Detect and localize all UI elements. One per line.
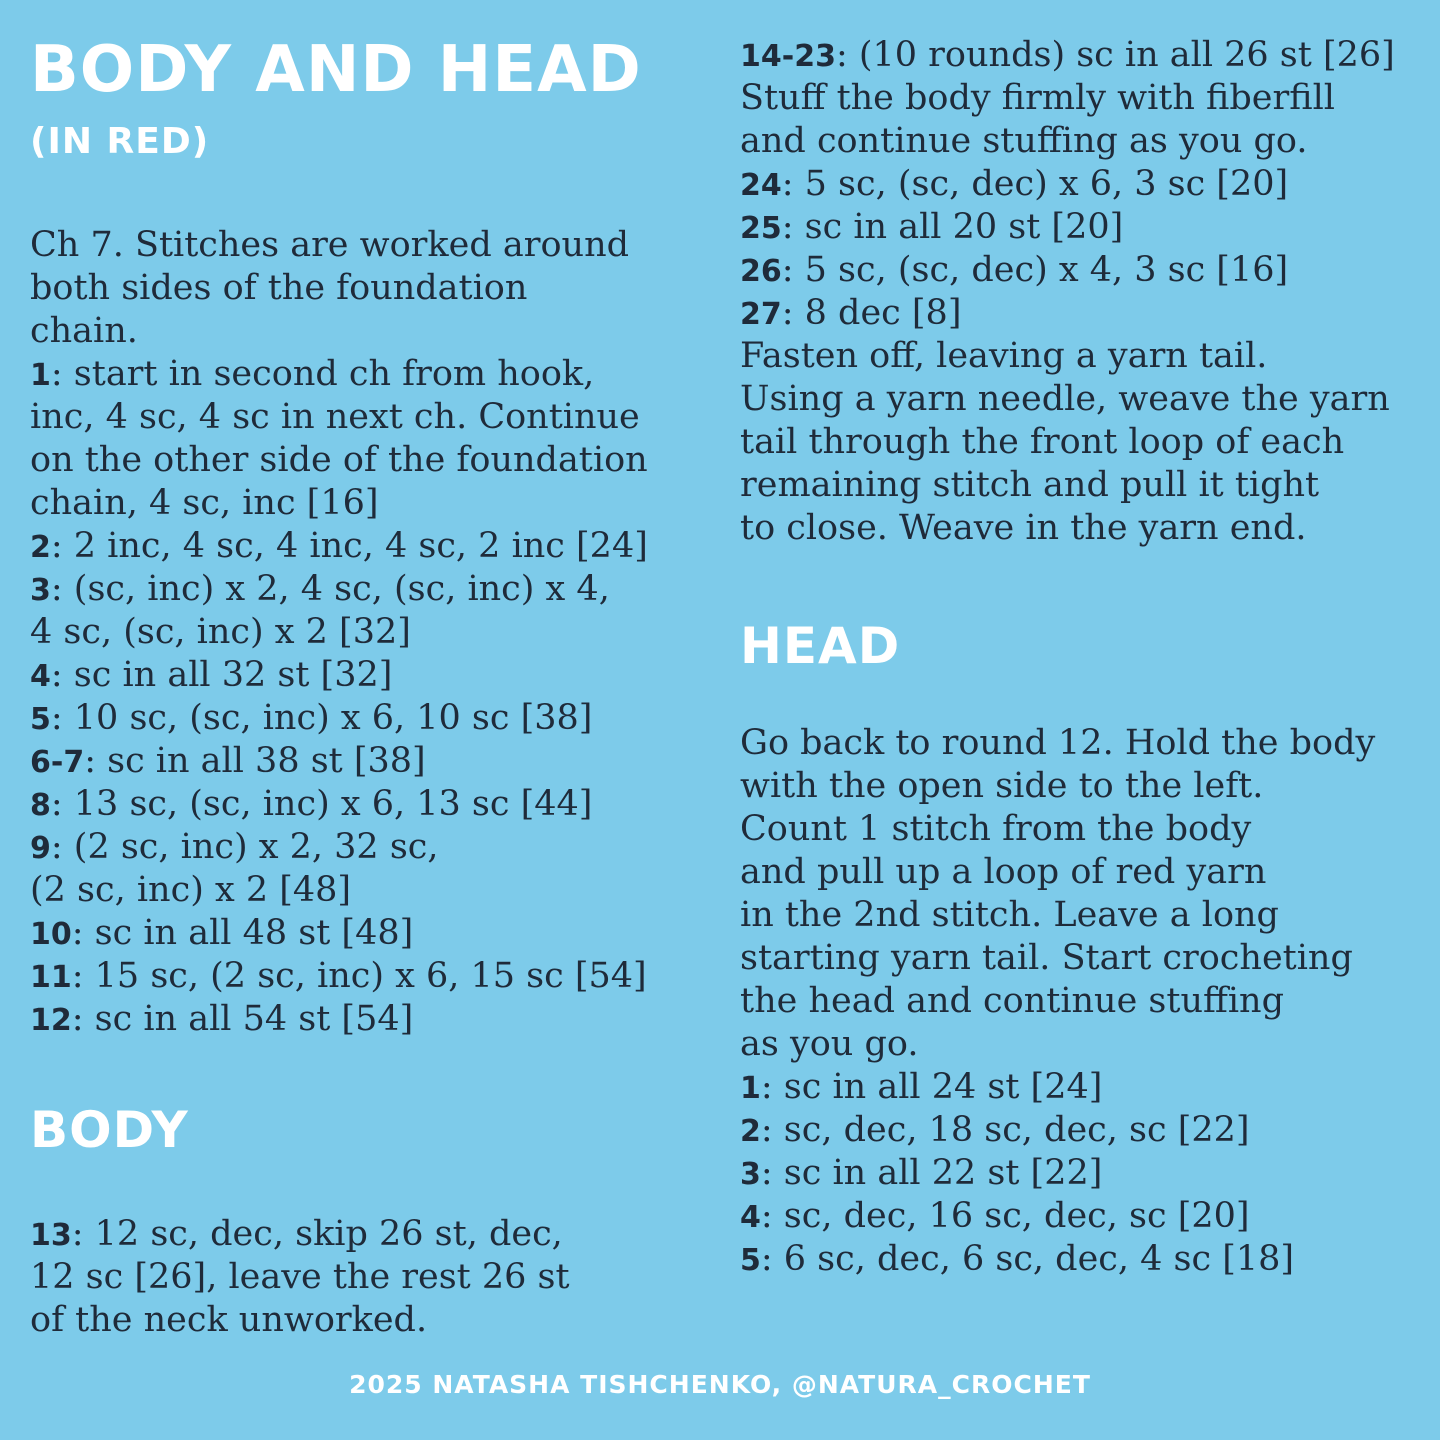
round-number: 27 <box>740 297 782 332</box>
body-rounds-continued <box>740 34 1395 550</box>
copyright-footer: 2025 NATASHA TISHCHENKO, @NATURA_CROCHET <box>349 1370 1091 1399</box>
pattern-round-line <box>30 869 648 912</box>
pattern-round-line <box>740 1152 1294 1195</box>
round-number: 9 <box>30 831 51 866</box>
pattern-round-line <box>30 783 648 826</box>
pattern-round-line <box>740 206 1395 249</box>
head-intro-line: with the open side to the left. <box>740 766 1264 806</box>
pattern-round-line <box>740 335 1395 378</box>
pattern-round-line <box>30 1299 570 1342</box>
intro-text <box>30 224 629 353</box>
pattern-round-line <box>30 568 648 611</box>
round-instruction: of the neck unworked. <box>30 1300 428 1340</box>
pattern-round-line <box>30 611 648 654</box>
page-subtitle: (IN RED) <box>30 121 210 162</box>
round-instruction: Fasten off, leaving a yarn tail. <box>740 336 1268 376</box>
round-number: 10 <box>30 917 72 952</box>
round-number: 3 <box>30 573 51 608</box>
head-section-title: HEAD <box>740 617 901 675</box>
pattern-round-line <box>30 439 648 482</box>
round-instruction: : sc in all 48 st [48] <box>71 913 414 953</box>
round-instruction: : sc in all 32 st [32] <box>50 655 393 695</box>
pattern-round-line <box>30 654 648 697</box>
head-intro-line: and pull up a loop of red yarn <box>740 852 1267 892</box>
head-intro-line: starting yarn tail. Start crocheting <box>740 938 1353 978</box>
round-instruction: Using a yarn needle, weave the yarn <box>740 379 1390 419</box>
round-instruction: : 5 sc, (sc, dec) x 6, 3 sc [20] <box>781 164 1289 204</box>
round-number: 12 <box>30 1003 72 1038</box>
round-instruction: : 8 dec [8] <box>781 293 962 333</box>
round-number: 25 <box>740 211 782 246</box>
round-instruction: 12 sc [26], leave the rest 26 st <box>30 1257 570 1297</box>
round-instruction: : 5 sc, (sc, dec) x 4, 3 sc [16] <box>781 250 1289 290</box>
round-number: 3 <box>740 1157 761 1192</box>
head-intro-line: Count 1 stitch from the body <box>740 809 1252 849</box>
pattern-round-line <box>30 955 648 998</box>
round-number: 1 <box>30 358 51 393</box>
round-instruction: : sc in all 20 st [20] <box>781 207 1124 247</box>
round-instruction: 4 sc, (sc, inc) x 2 [32] <box>30 612 411 652</box>
round-instruction: and continue stuffing as you go. <box>740 121 1308 161</box>
head-intro-line: in the 2nd stitch. Leave a long <box>740 895 1279 935</box>
round-number: 2 <box>740 1114 761 1149</box>
round-instruction: to close. Weave in the yarn end. <box>740 508 1307 548</box>
pattern-round-line <box>30 912 648 955</box>
round-instruction: : (2 sc, inc) x 2, 32 sc, <box>50 827 439 867</box>
pattern-round-line <box>30 525 648 568</box>
pattern-round-line <box>740 1066 1294 1109</box>
pattern-round-line <box>740 421 1395 464</box>
round-instruction: : 15 sc, (2 sc, inc) x 6, 15 sc [54] <box>71 956 647 996</box>
round-instruction: : (sc, inc) x 2, 4 sc, (sc, inc) x 4, <box>50 569 610 609</box>
round-number: 2 <box>30 530 51 565</box>
round-number: 11 <box>30 960 72 995</box>
round-instruction: : 2 inc, 4 sc, 4 inc, 4 sc, 2 inc [24] <box>50 526 648 566</box>
round-instruction: (2 sc, inc) x 2 [48] <box>30 870 352 910</box>
pattern-round-line <box>740 249 1395 292</box>
round-instruction: : (10 rounds) sc in all 26 st [26] <box>835 35 1395 75</box>
round-number: 1 <box>740 1071 761 1106</box>
pattern-round-line <box>30 396 648 439</box>
body-and-head-rounds <box>30 353 648 1041</box>
pattern-round-line <box>30 697 648 740</box>
round-number: 24 <box>740 168 782 203</box>
pattern-round-line <box>740 378 1395 421</box>
intro-line: chain. <box>30 311 138 351</box>
round-instruction: : sc, dec, 18 sc, dec, sc [22] <box>760 1110 1250 1150</box>
round-number: 5 <box>30 702 51 737</box>
round-instruction: : 10 sc, (sc, inc) x 6, 10 sc [38] <box>50 698 593 738</box>
pattern-round-line <box>740 1238 1294 1281</box>
pattern-round-line <box>30 1256 570 1299</box>
round-instruction: : 13 sc, (sc, inc) x 6, 13 sc [44] <box>50 784 593 824</box>
pattern-round-line <box>740 507 1395 550</box>
head-intro-line: the head and continue stuffing <box>740 981 1285 1021</box>
round-instruction: : sc, dec, 16 sc, dec, sc [20] <box>760 1196 1250 1236</box>
round-number: 6-7 <box>30 745 85 780</box>
round-instruction: : sc in all 22 st [22] <box>760 1153 1103 1193</box>
pattern-round-line <box>740 77 1395 120</box>
round-instruction: : start in second ch from hook, <box>50 354 595 394</box>
head-intro-text <box>740 722 1375 1066</box>
round-number: 5 <box>740 1243 761 1278</box>
pattern-round-line <box>30 740 648 783</box>
round-instruction: tail through the front loop of each <box>740 422 1345 462</box>
pattern-round-line <box>740 1109 1294 1152</box>
pattern-round-line <box>740 120 1395 163</box>
round-number: 4 <box>30 659 51 694</box>
pattern-round-line <box>740 292 1395 335</box>
pattern-round-line <box>30 826 648 869</box>
round-number: 8 <box>30 788 51 823</box>
head-rounds <box>740 1066 1294 1281</box>
round-number: 4 <box>740 1200 761 1235</box>
head-intro-line: as you go. <box>740 1024 919 1064</box>
pattern-round-line <box>740 1195 1294 1238</box>
head-intro-line: Go back to round 12. Hold the body <box>740 723 1376 763</box>
round-number: 14-23 <box>740 39 836 74</box>
pattern-round-line <box>740 163 1395 206</box>
round-instruction: chain, 4 sc, inc [16] <box>30 483 379 523</box>
intro-line: both sides of the foundation <box>30 268 528 308</box>
body-rounds <box>30 1213 570 1342</box>
pattern-round-line <box>30 1213 570 1256</box>
intro-line: Ch 7. Stitches are worked around <box>30 225 630 265</box>
round-instruction: on the other side of the foundation <box>30 440 648 480</box>
round-number: 26 <box>740 254 782 289</box>
pattern-round-line <box>30 998 648 1041</box>
round-instruction: : sc in all 24 st [24] <box>760 1067 1103 1107</box>
round-instruction: : sc in all 38 st [38] <box>84 741 426 781</box>
round-instruction: : sc in all 54 st [54] <box>71 999 414 1039</box>
round-instruction: remaining stitch and pull it tight <box>740 465 1320 505</box>
pattern-round-line <box>30 482 648 525</box>
round-number: 13 <box>30 1218 72 1253</box>
round-instruction: : 6 sc, dec, 6 sc, dec, 4 sc [18] <box>760 1239 1295 1279</box>
round-instruction: Stuff the body firmly with fiberfill <box>740 78 1335 118</box>
body-section-title: BODY <box>30 1101 189 1159</box>
round-instruction: : 12 sc, dec, skip 26 st, dec, <box>71 1214 563 1254</box>
page-title: BODY AND HEAD <box>30 33 642 107</box>
pattern-round-line <box>740 464 1395 507</box>
pattern-round-line <box>740 34 1395 77</box>
pattern-round-line <box>30 353 648 396</box>
round-instruction: inc, 4 sc, 4 sc in next ch. Continue <box>30 397 640 437</box>
